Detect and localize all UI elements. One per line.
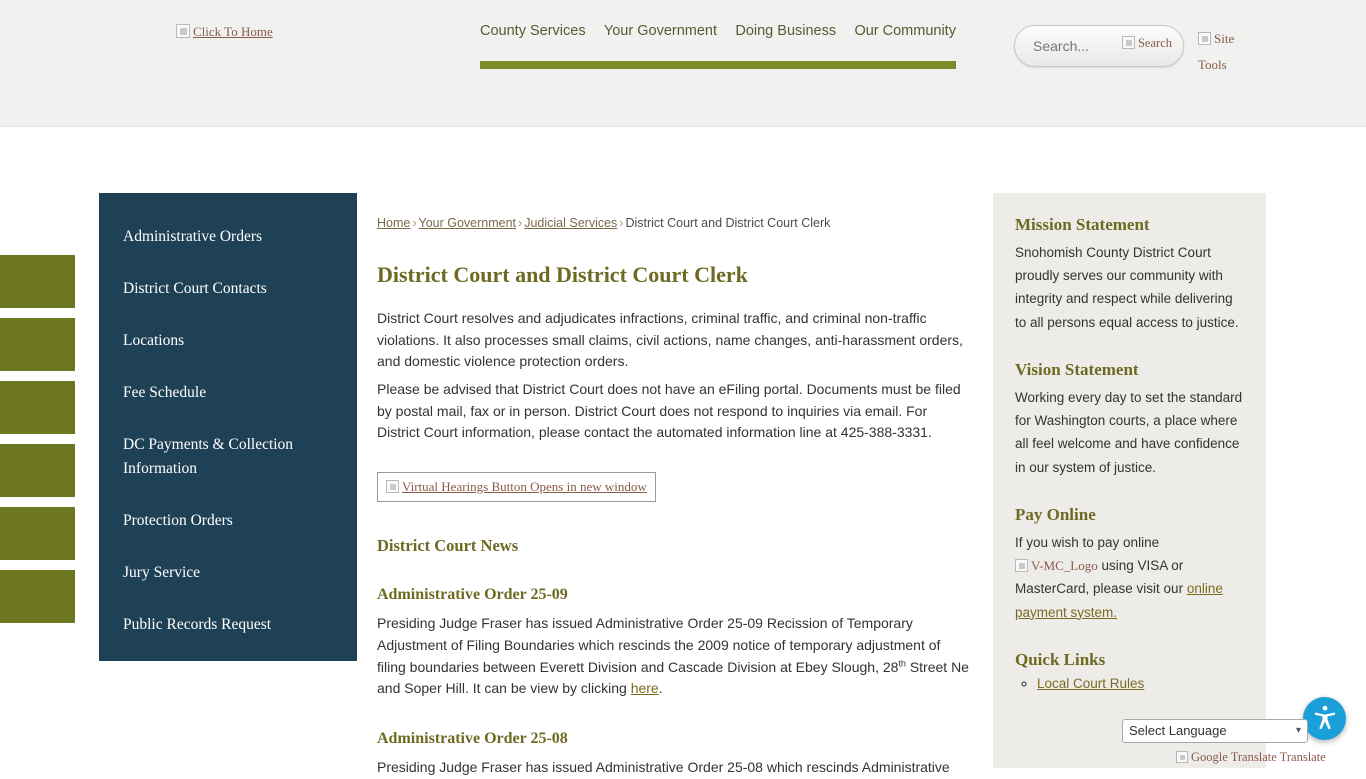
decorative-swatch (0, 570, 75, 623)
quick-link-local-court-rules[interactable]: Local Court Rules (1037, 675, 1145, 691)
vision-statement-text: Working every day to set the standard for Washington courts, a place where all feel welcome and have confidence in our system of justice. (1015, 389, 1243, 475)
intro-paragraph-2: Please be advised that District Court does not have an eFiling portal. Documents must be filed by postal mail, fax or in person. District Court does not respond to inquiries via email. For District Court information, please contact the automated information line at 425-388-3331. (377, 381, 961, 441)
site-tools-alt-text: Site Tools (1198, 31, 1235, 72)
home-logo-link[interactable] (176, 24, 273, 40)
decorative-swatch-column (0, 255, 75, 633)
sidebar-item-locations[interactable]: Locations (123, 332, 185, 350)
sidebar-item-fee-schedule[interactable]: Fee Schedule (123, 384, 207, 402)
mission-statement-heading: Mission Statement (1015, 215, 1150, 234)
language-select[interactable] (1122, 719, 1308, 743)
broken-image-icon (176, 24, 190, 38)
quick-links-list (1015, 676, 1246, 691)
decorative-swatch (0, 255, 75, 308)
list-item[interactable] (1037, 676, 1246, 691)
page-title: District Court and District Court Clerk (377, 262, 748, 287)
main-content (377, 193, 973, 779)
order-body-text-part2: Street Ne and Soper Hill. It can be view by clicking (377, 658, 969, 697)
broken-image-icon (1015, 559, 1028, 572)
pay-online-line2: using VISA or MasterCard, please visit our (1015, 557, 1187, 597)
breadcrumb-link-judicial-services[interactable]: Judicial Services (524, 216, 618, 230)
breadcrumb[interactable] (377, 193, 973, 230)
order-heading-25-09: Administrative Order 25-09 (377, 586, 568, 604)
order-body-superscript: th (898, 657, 906, 668)
breadcrumb-separator: › (412, 216, 417, 230)
virtual-hearings-button[interactable] (377, 472, 656, 502)
intro-paragraph-1: District Court resolves and adjudicates infractions, criminal traffic, and criminal non-traffic violations. It also processes small claims, civil actions, name changes, anti-harassment orders, and domestic violence protection orders. (377, 310, 963, 370)
decorative-swatch (0, 381, 75, 434)
virtual-hearings-alt-text: Virtual Hearings Button Opens in new window (402, 479, 647, 495)
quick-links-heading: Quick Links (1015, 649, 1106, 669)
accessibility-widget-button[interactable] (1303, 697, 1346, 740)
sidebar-item-protection-orders[interactable]: Protection Orders (123, 512, 233, 530)
chevron-down-icon: ▾ (1295, 725, 1301, 736)
order-body-25-09 (377, 613, 973, 700)
nav-item-doing-business[interactable] (735, 22, 836, 39)
sidebar-item-jury-service[interactable]: Jury Service (123, 564, 201, 582)
primary-navigation[interactable] (480, 22, 956, 39)
online-payment-system-link[interactable]: online payment system. (1015, 581, 1223, 620)
section-sidebar[interactable] (99, 193, 357, 661)
breadcrumb-current-page: District Court and District Court Clerk (625, 216, 831, 230)
accessibility-icon (1310, 703, 1340, 733)
broken-image-icon (1176, 751, 1188, 763)
vision-statement-heading: Vision Statement (1015, 359, 1139, 379)
nav-link-doing-business[interactable]: Doing Business (735, 23, 837, 39)
order-heading-25-08: Administrative Order 25-08 (377, 729, 568, 747)
order-body-25-08: Presiding Judge Fraser has issued Administrative Order 25-08 which rescinds Administrative (377, 758, 950, 775)
sidebar-item-dc-payments-collection-information[interactable]: DC Payments & Collection Information (123, 436, 294, 478)
breadcrumb-link-home[interactable]: Home (377, 216, 411, 230)
broken-image-icon (386, 480, 399, 493)
search-button-alt-text: Search (1137, 36, 1172, 50)
translate-label: Translate (1279, 750, 1326, 764)
vmc-logo-alt-text: V-MC_Logo (1031, 557, 1098, 573)
search-input[interactable] (1031, 37, 1121, 55)
nav-item-county-services[interactable] (480, 22, 586, 39)
decorative-swatch (0, 444, 75, 497)
order-here-link[interactable]: here (630, 680, 659, 697)
site-tools-button[interactable] (1198, 26, 1248, 78)
sidebar-item-district-court-contacts[interactable]: District Court Contacts (123, 280, 267, 298)
site-header (0, 0, 1366, 127)
search-box[interactable] (1014, 25, 1184, 67)
nav-accent-bar (480, 61, 956, 69)
breadcrumb-separator: › (518, 216, 523, 230)
search-button[interactable] (1116, 35, 1178, 52)
mission-statement-text: Snohomish County District Court proudly serves our community with integrity and respect while delivering to all persons equal access to justice. (1015, 245, 1239, 330)
broken-image-icon (1122, 36, 1135, 49)
language-select-value: Select Language (1129, 723, 1227, 738)
district-court-news-heading: District Court News (377, 536, 519, 556)
sidebar-item-administrative-orders[interactable]: Administrative Orders (123, 228, 263, 245)
nav-link-county-services[interactable]: County Services (480, 23, 586, 39)
order-body-text-part1: Presiding Judge Fraser has issued Administrative Order 25-09 Recission of Temporary Adjustment of Filing Boundaries which rescinds the 2009 notice of temporary adjustment of filing boundaries between Everett Division and Cascade Division at Ebey Slough, 28 (377, 615, 941, 675)
nav-item-your-government[interactable] (604, 22, 717, 39)
decorative-swatch (0, 507, 75, 560)
google-translate-alt-text: Google Translate (1191, 750, 1277, 764)
visa-mastercard-logo (1015, 555, 1098, 577)
nav-link-our-community[interactable]: Our Community (854, 23, 956, 39)
order-body-text-part3: . (658, 680, 663, 697)
pay-online-line1: If you wish to pay online (1015, 534, 1160, 550)
right-sidebar (993, 193, 1266, 768)
pay-online-text (1015, 531, 1246, 624)
broken-image-icon (1198, 32, 1211, 45)
decorative-swatch (0, 318, 75, 371)
pay-online-heading: Pay Online (1015, 504, 1096, 524)
sidebar-item-public-records-request[interactable]: Public Records Request (123, 616, 272, 634)
breadcrumb-separator: › (619, 216, 624, 230)
nav-item-our-community[interactable] (854, 22, 956, 39)
nav-link-your-government[interactable]: Your Government (603, 23, 718, 39)
home-logo-alt-text: Click To Home (193, 24, 273, 39)
google-translate-credit[interactable] (1176, 750, 1326, 765)
breadcrumb-link-your-government[interactable]: Your Government (418, 216, 517, 230)
